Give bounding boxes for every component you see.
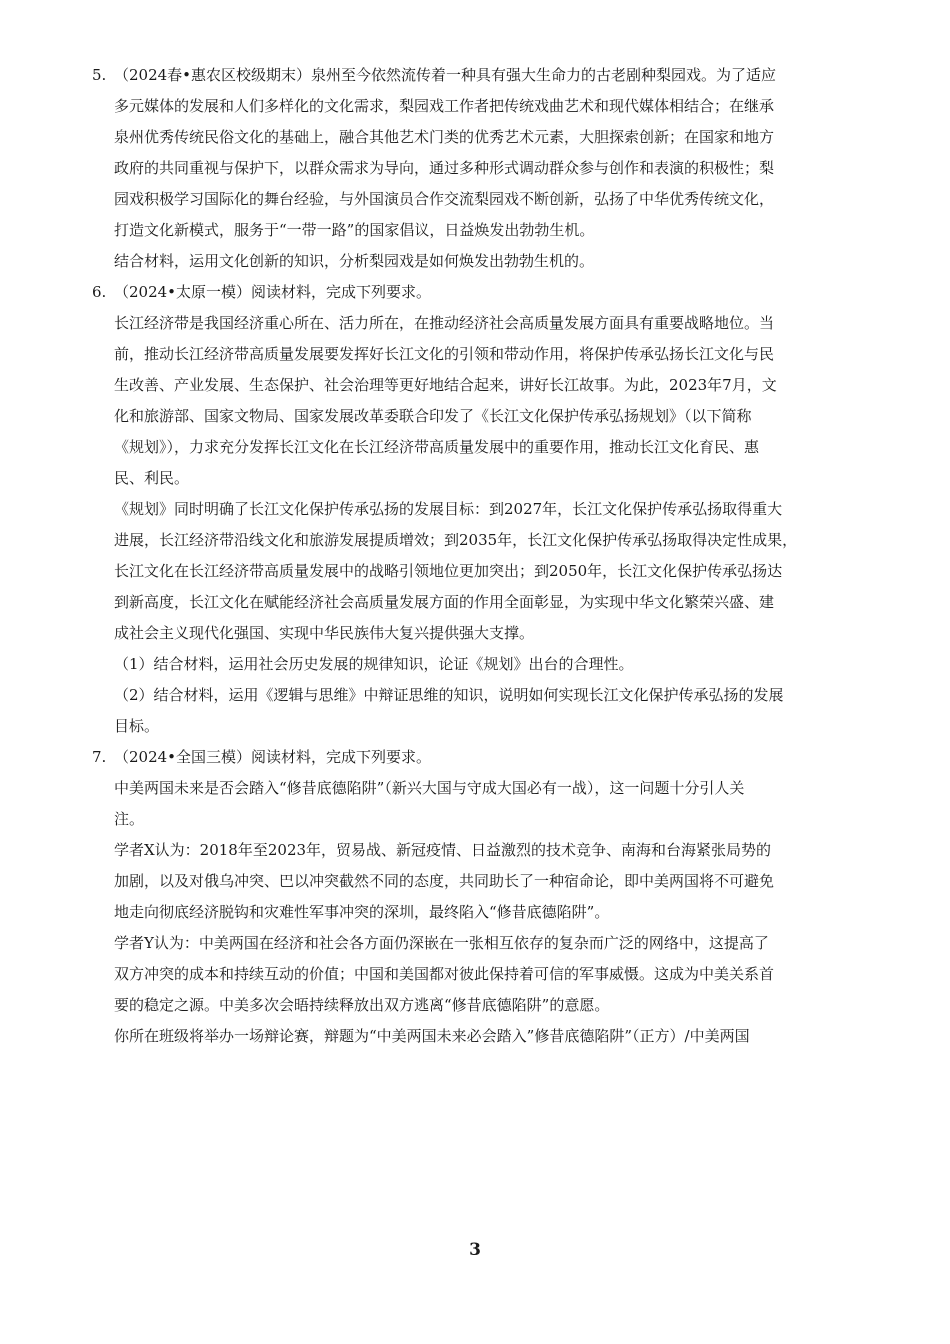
- question-text-line: 政府的共同重视与保护下，以群众需求为导向，通过多种形式调动群众参与创作和表演的积极性；梨: [114, 159, 775, 177]
- question-text-line: （1）结合材料，运用社会历史发展的规律知识，论证《规划》出台的合理性。: [114, 655, 634, 673]
- question-text-line: 化和旅游部、国家文物局、国家发展改革委联合印发了《长江文化保护传承弘扬规划》（以下简称: [114, 407, 752, 425]
- question-block: [0, 742, 950, 1052]
- question-text-line: 打造文化新模式，服务于“一带一路”的国家倡议，日益焕发出勃勃生机。: [114, 221, 595, 239]
- question-text-line: 进展，长江经济带沿线文化和旅游发展提质增效；到2035年，长江文化保护传承弘扬取得决定性成果，: [114, 531, 798, 549]
- question-text-line: 目标。: [114, 717, 160, 735]
- question-text-line: 多元媒体的发展和人们多样化的文化需求，梨园戏工作者把传统戏曲艺术和现代媒体相结合；在继承: [114, 97, 775, 115]
- question-text-line: 生改善、产业发展、生态保护、社会治理等更好地结合起来，讲好长江故事。为此，2023年7月，文: [114, 376, 777, 394]
- question-text-line: 注。: [114, 810, 145, 828]
- question-text-line: 园戏积极学习国际化的舞台经验，与外国演员合作交流梨园戏不断创新，弘扬了中华优秀传统文化，: [114, 190, 775, 208]
- question-text-line: 到新高度，长江文化在赋能经济社会高质量发展方面的作用全面彰显，为实现中华文化繁荣兴盛、建: [114, 593, 775, 611]
- question-text-line: 学者Y认为：中美两国在经济和社会各方面仍深嵌在一张相互依存的复杂而广泛的网络中，这提高了: [114, 934, 769, 952]
- question-text-line: 泉州优秀传统民俗文化的基础上，融合其他艺术门类的优秀艺术元素，大胆探索创新；在国家和地方: [114, 128, 775, 146]
- question-text-line: 双方冲突的成本和持续互动的价值；中国和美国都对彼此保持着可信的军事威慑。这成为中美关系首: [114, 965, 775, 983]
- question-text-line: 加剧，以及对俄乌冲突、巴以冲突截然不同的态度，共同助长了一种宿命论，即中美两国将不可避免: [114, 872, 775, 890]
- question-text-line: 民、利民。: [114, 469, 190, 487]
- question-text-line: （2024•全国三模）阅读材料，完成下列要求。: [114, 748, 432, 766]
- question-text-line: 《规划》），力求充分发挥长江文化在长江经济带高质量发展中的重要作用，推动长江文化育民、惠: [114, 438, 760, 456]
- question-block: [0, 277, 950, 742]
- question-text-line: 要的稳定之源。中美多次会晤持续释放出双方逃离“修昔底德陷阱”的意愿。: [114, 996, 610, 1014]
- question-text-line: （2）结合材料，运用《逻辑与思维》中辩证思维的知识，说明如何实现长江文化保护传承弘扬的发展: [114, 686, 784, 704]
- question-text-line: 成社会主义现代化强国、实现中华民族伟大复兴提供强大支撑。: [114, 624, 535, 642]
- question-text-line: 长江文化在长江经济带高质量发展中的战略引领地位更加突出；到2050年，长江文化保护传承弘扬达: [114, 562, 783, 580]
- question-text-line: 中美两国未来是否会踏入“修昔底德陷阱”（新兴大国与守成大国必有一战），这一问题十分引人关: [114, 779, 745, 797]
- question-block: [0, 60, 950, 277]
- question-text-line: 你所在班级将举办一场辩论赛，辩题为“中美两国未来必会踏入”修昔底德陷阱”（正方）/中美两国: [114, 1027, 750, 1045]
- question-text-line: （2024春•惠农区校级期末）泉州至今依然流传着一种具有强大生命力的古老剧种梨园戏。为了适应: [114, 66, 777, 84]
- question-number: 6.: [92, 283, 107, 301]
- question-text-line: 前，推动长江经济带高质量发展要发挥好长江文化的引领和带动作用，将保护传承弘扬长江文化与民: [114, 345, 775, 363]
- question-text-line: 地走向彻底经济脱钩和灾难性军事冲突的深圳，最终陷入“修昔底德陷阱”。: [114, 903, 610, 921]
- page-number: 3: [469, 1240, 481, 1260]
- question-text-line: （2024•太原一模）阅读材料，完成下列要求。: [114, 283, 432, 301]
- question-number: 7.: [92, 748, 107, 766]
- question-text-line: 《规划》同时明确了长江文化保护传承弘扬的发展目标：到2027年，长江文化保护传承弘扬取得重大: [114, 500, 783, 518]
- question-list: [0, 60, 950, 1052]
- question-number: 5.: [92, 66, 107, 84]
- question-text-line: 学者X认为：2018年至2023年，贸易战、新冠疫情、日益激烈的技术竞争、南海和台海紧张局势的: [114, 841, 772, 859]
- question-text-line: 长江经济带是我国经济重心所在、活力所在，在推动经济社会高质量发展方面具有重要战略地位。当: [114, 314, 775, 332]
- question-text-line: 结合材料，运用文化创新的知识，分析梨园戏是如何焕发出勃勃生机的。: [114, 252, 595, 270]
